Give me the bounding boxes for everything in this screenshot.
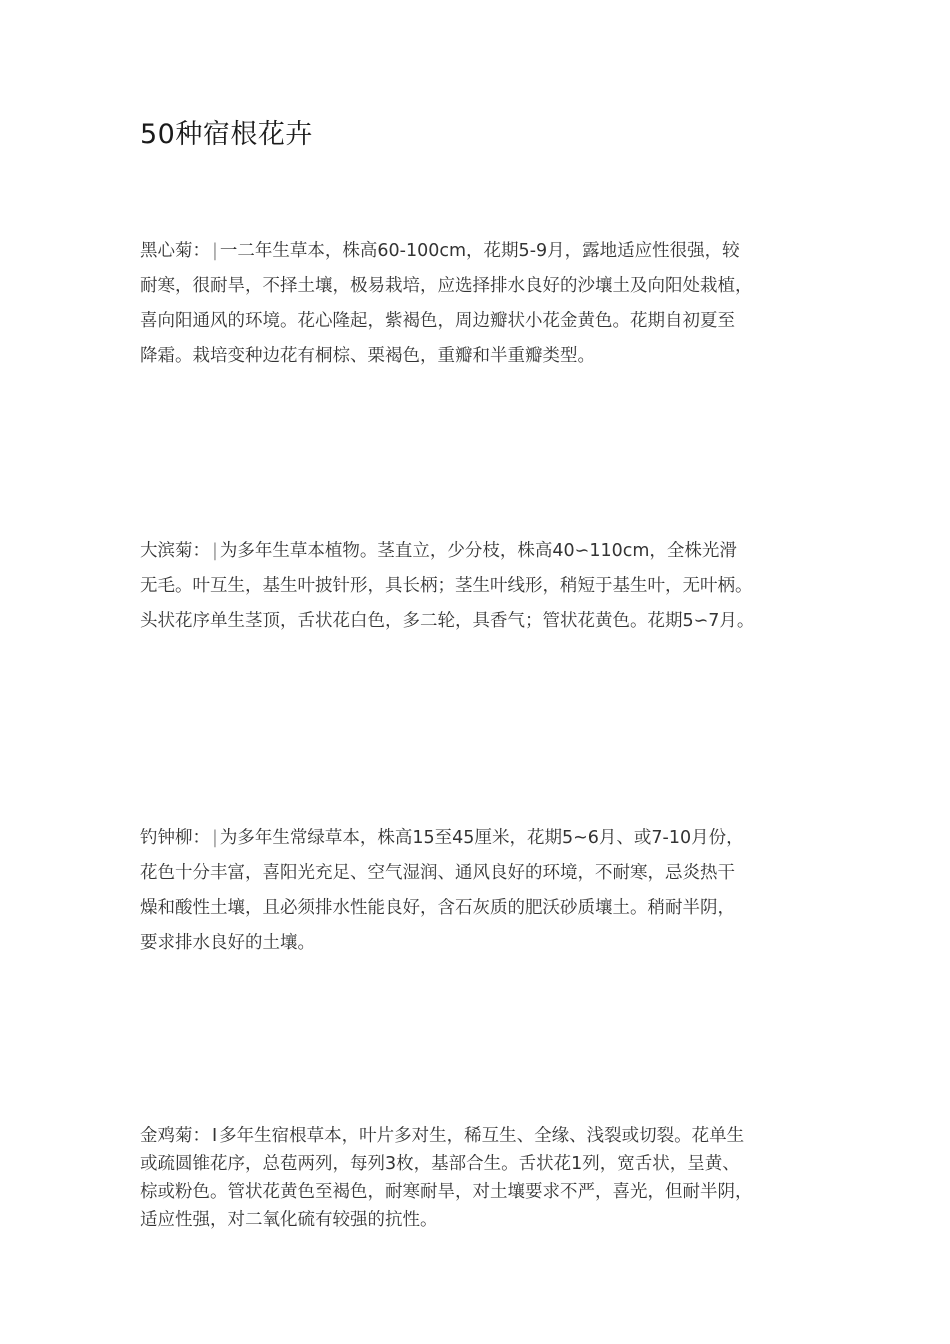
entry-line: 要求排水良好的土壤。 [140,933,315,953]
entry-line: 花色十分丰富，喜阳光充足、空气湿润、通风良好的环境，不耐寒，忌炎热干 [140,863,735,883]
entry-line: 或疏圆锥花序，总苞两列，每列3枚，基部合生。舌状花1列，宽舌状，呈黄、 [140,1154,740,1174]
entry-line: 头状花序单生茎顶，舌状花白色，多二轮，具香气；管状花黄色。花期5∽7月。 [140,611,755,631]
entry-diaozhongliu [140,821,812,961]
entry-text: 一二年生草本，株高60-100cm，花期5-9月，露地适应性很强，较 [219,241,740,261]
entry-name: 钓钟柳： [140,828,210,848]
entry-name: 黑心菊： [140,241,210,261]
entry-text: 多年生宿根草本，叶片多对生，稀互生、全缘、浅裂或切裂。花单生 [219,1126,745,1146]
entry-line: 喜向阳通风的环境。花心隆起，紫褐色，周边瓣状小花金黄色。花期自初夏至 [140,311,735,331]
entry-line: 降霜。栽培变种边花有桐棕、栗褐色，重瓣和半重瓣类型。 [140,346,595,366]
entry-line: 无毛。叶互生，基生叶披针形，具长柄；茎生叶线形，稍短于基生叶，无叶柄。 [140,576,753,596]
entry-heixinju [140,234,812,374]
entry-line: 棕或粉色。管状花黄色至褐色，耐寒耐旱，对土壤要求不严，喜光，但耐半阴， [140,1182,753,1202]
entry-separator: I [212,1126,218,1146]
entry-name: 大滨菊： [140,541,210,561]
entry-jinjiju [140,1122,812,1234]
page-title: 50种宿根花卉 [140,119,313,150]
entry-line: 燥和酸性土壤，且必须排水性能良好，含石灰质的肥沃砂质壤土。稍耐半阴， [140,898,735,918]
entry-dabinju [140,534,812,639]
entry-line: 适应性强，对二氧化硫有较强的抗性。 [140,1210,438,1230]
entry-name: 金鸡菊： [140,1126,210,1146]
entry-line [140,1122,812,1150]
entry-line [140,534,812,569]
entry-separator: | [212,541,218,561]
entry-text: 为多年生常绿草本，株高15至45厘米，花期5~6月、或7-10月份， [219,828,744,848]
entry-text: 为多年生草本植物。茎直立，少分枝，株高40∽110cm，全株光滑 [219,541,737,561]
entry-line [140,821,812,856]
entry-line [140,234,812,269]
entry-separator: | [212,241,218,261]
entry-separator: | [212,828,218,848]
entry-line: 耐寒，很耐旱，不择土壤，极易栽培，应选择排水良好的沙壤土及向阳处栽植， [140,276,753,296]
